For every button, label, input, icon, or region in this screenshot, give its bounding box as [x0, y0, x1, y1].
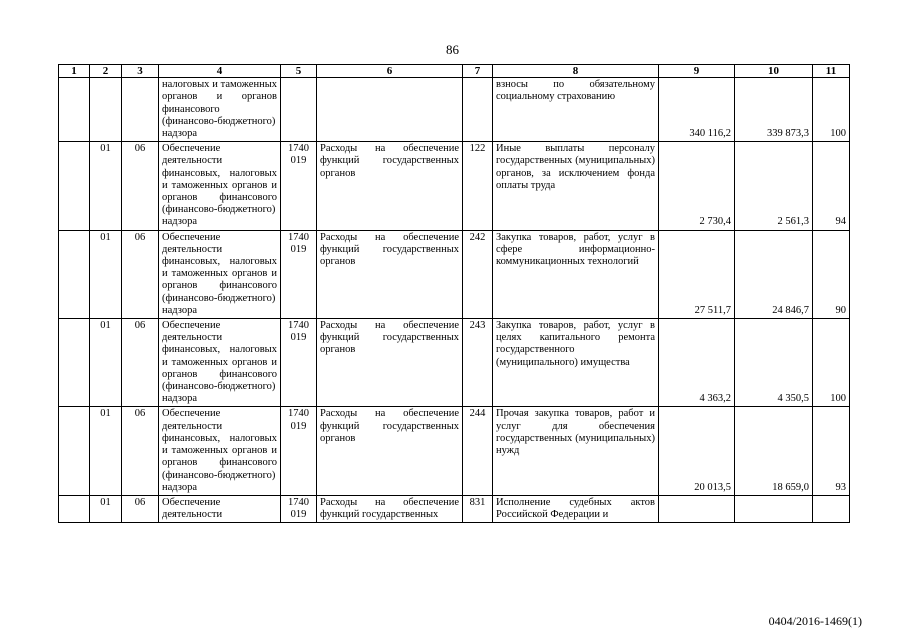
cell-c8: взносы по обязательному социальному страхованию	[493, 78, 659, 142]
cell-c7: 831	[463, 495, 493, 522]
cell-c1	[59, 319, 90, 407]
cell-c3: 06	[122, 495, 159, 522]
cell-c8: Закупка товаров, работ, услуг в целях капитального ремонта государственного (муниципального) имущества	[493, 319, 659, 407]
cell-c10: 4 350,5	[735, 319, 813, 407]
cell-c3: 06	[122, 407, 159, 495]
col-header-7: 7	[463, 65, 493, 78]
cell-c4: Обеспечение деятельности финансовых, налоговых и таможенных органов и органов финансового (финансово-бюджетного) надзора	[159, 142, 281, 230]
cell-c5: 1740 019	[281, 142, 317, 230]
cell-c2: 01	[90, 142, 122, 230]
col-header-10: 10	[735, 65, 813, 78]
cell-c7	[463, 78, 493, 142]
col-header-4: 4	[159, 65, 281, 78]
cell-c6	[317, 78, 463, 142]
cell-c6: Расходы на обеспечение функций государственных органов	[317, 407, 463, 495]
table-row	[59, 319, 850, 407]
cell-c9: 20 013,5	[659, 407, 735, 495]
cell-c6: Расходы на обеспечение функций государственных органов	[317, 319, 463, 407]
cell-c5: 1740 019	[281, 319, 317, 407]
document-id: 0404/2016-1469(1)	[768, 614, 862, 628]
cell-c10: 24 846,7	[735, 230, 813, 318]
cell-c2	[90, 78, 122, 142]
col-header-5: 5	[281, 65, 317, 78]
cell-c5: 1740 019	[281, 407, 317, 495]
page-number: 86	[446, 42, 459, 57]
cell-c11: 93	[813, 407, 850, 495]
cell-c7: 122	[463, 142, 493, 230]
cell-c8: Прочая закупка товаров, работ и услуг для обеспечения государственных (муниципальных) нужд	[493, 407, 659, 495]
cell-c1	[59, 407, 90, 495]
cell-c1	[59, 495, 90, 522]
cell-c9: 4 363,2	[659, 319, 735, 407]
cell-c9	[659, 495, 735, 522]
col-header-11: 11	[813, 65, 850, 78]
table-row	[59, 495, 850, 522]
cell-c3: 06	[122, 319, 159, 407]
cell-c10: 339 873,3	[735, 78, 813, 142]
table-row	[59, 142, 850, 230]
cell-c8: Иные выплаты персоналу государственных (муниципальных) органов, за исключением фонда оплаты труда	[493, 142, 659, 230]
cell-c1	[59, 142, 90, 230]
cell-c5: 1740 019	[281, 230, 317, 318]
cell-c10: 2 561,3	[735, 142, 813, 230]
cell-c5	[281, 78, 317, 142]
cell-c6: Расходы на обеспечение функций государственных	[317, 495, 463, 522]
cell-c9: 340 116,2	[659, 78, 735, 142]
cell-c2: 01	[90, 495, 122, 522]
table-row	[59, 407, 850, 495]
col-header-9: 9	[659, 65, 735, 78]
cell-c3: 06	[122, 230, 159, 318]
cell-c1	[59, 230, 90, 318]
cell-c1	[59, 78, 90, 142]
cell-c11	[813, 495, 850, 522]
cell-c4: Обеспечение деятельности финансовых, налоговых и таможенных органов и органов финансового (финансово-бюджетного) надзора	[159, 319, 281, 407]
table-row	[59, 230, 850, 318]
header-row	[59, 65, 850, 78]
cell-c2: 01	[90, 407, 122, 495]
cell-c3: 06	[122, 142, 159, 230]
cell-c10	[735, 495, 813, 522]
col-header-8: 8	[493, 65, 659, 78]
cell-c4: Обеспечение деятельности финансовых, налоговых и таможенных органов и органов финансового (финансово-бюджетного) надзора	[159, 407, 281, 495]
cell-c8: Закупка товаров, работ, услуг в сфере информационно-коммуникационных технологий	[493, 230, 659, 318]
cell-c11: 90	[813, 230, 850, 318]
col-header-3: 3	[122, 65, 159, 78]
cell-c10: 18 659,0	[735, 407, 813, 495]
cell-c4: Обеспечение деятельности финансовых, налоговых и таможенных органов и органов финансового (финансово-бюджетного) надзора	[159, 230, 281, 318]
cell-c2: 01	[90, 230, 122, 318]
cell-c5: 1740 019	[281, 495, 317, 522]
cell-c11: 100	[813, 319, 850, 407]
cell-c7: 243	[463, 319, 493, 407]
cell-c11: 100	[813, 78, 850, 142]
cell-c8: Исполнение судебных актов Российской Федерации и	[493, 495, 659, 522]
cell-c6: Расходы на обеспечение функций государственных органов	[317, 230, 463, 318]
cell-c4: налоговых и таможенных органов и органов финансового (финансово-бюджетного) надзора	[159, 78, 281, 142]
cell-c3	[122, 78, 159, 142]
cell-c7: 242	[463, 230, 493, 318]
col-header-1: 1	[59, 65, 90, 78]
cell-c6: Расходы на обеспечение функций государственных органов	[317, 142, 463, 230]
cell-c2: 01	[90, 319, 122, 407]
budget-table	[58, 64, 850, 523]
col-header-2: 2	[90, 65, 122, 78]
cell-c7: 244	[463, 407, 493, 495]
cell-c9: 27 511,7	[659, 230, 735, 318]
cell-c9: 2 730,4	[659, 142, 735, 230]
cell-c4: Обеспечение деятельности	[159, 495, 281, 522]
table-row	[59, 78, 850, 142]
col-header-6: 6	[317, 65, 463, 78]
cell-c11: 94	[813, 142, 850, 230]
